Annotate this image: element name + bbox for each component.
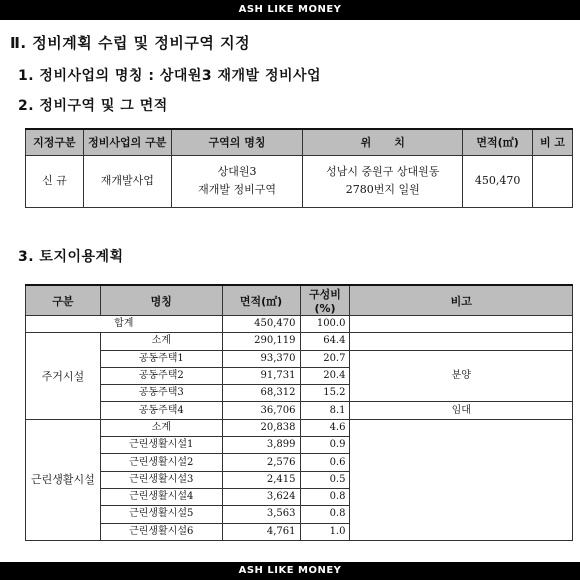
ratio-cell: 64.4	[300, 333, 350, 350]
name-cell: 근린생활시설2	[100, 454, 222, 471]
land-use-table	[25, 284, 573, 541]
category-neighborhood: 근린생활시설	[26, 419, 101, 540]
column-header: 위 치	[303, 129, 463, 155]
note-cell	[350, 333, 573, 350]
name-cell: 근린생활시설6	[100, 523, 222, 540]
note-cell	[350, 419, 573, 540]
location-line: 2780번지 일원	[345, 183, 420, 196]
ratio-cell: 20.7	[300, 350, 350, 367]
name-cell: 공동주택2	[100, 367, 222, 384]
area-cell: 20,838	[222, 419, 300, 436]
location-line: 성남시 중원구 상대원동	[326, 165, 440, 179]
total-ratio: 100.0	[300, 316, 350, 333]
ratio-cell: 4.6	[300, 419, 350, 436]
area-cell: 3,624	[222, 488, 300, 505]
designation-cell: 신 규	[26, 155, 84, 207]
note-cell	[533, 155, 573, 207]
zone-name-cell	[171, 155, 303, 207]
column-header: 정비사업의 구분	[83, 129, 171, 155]
zone-name-line: 재개발 정비구역	[198, 183, 276, 196]
column-header: 지정구분	[26, 129, 84, 155]
zone-name-line: 상대원3	[217, 165, 257, 179]
ratio-cell: 0.8	[300, 506, 350, 523]
area-cell: 290,119	[222, 333, 300, 350]
area-cell: 36,706	[222, 402, 300, 419]
category-housing: 주거시설	[26, 333, 101, 419]
zone-area-table	[25, 128, 573, 208]
ratio-cell: 15.2	[300, 385, 350, 402]
table-row	[26, 350, 573, 367]
name-cell: 공동주택1	[100, 350, 222, 367]
note-rent-cell: 임대	[350, 402, 573, 419]
section3-title: 3. 토지이용계획	[18, 249, 124, 265]
column-header: 구역의 명칭	[171, 129, 303, 155]
name-cell: 공동주택4	[100, 402, 222, 419]
area-cell: 450,470	[463, 155, 533, 207]
chapter-heading: Ⅱ. 정비계획 수립 및 정비구역 지정	[10, 34, 251, 52]
table-row	[26, 402, 573, 419]
area-cell: 93,370	[222, 350, 300, 367]
table-row	[26, 333, 573, 350]
note-sale-cell: 분양	[350, 350, 573, 402]
area-cell: 68,312	[222, 385, 300, 402]
name-cell: 근린생활시설4	[100, 488, 222, 505]
column-header: 면적(㎡)	[222, 285, 300, 316]
name-cell: 근린생활시설1	[100, 437, 222, 454]
location-cell	[303, 155, 463, 207]
name-cell: 근린생활시설3	[100, 471, 222, 488]
column-header: 구성비(%)	[300, 285, 350, 316]
name-cell: 소계	[100, 333, 222, 350]
ratio-cell: 0.9	[300, 437, 350, 454]
table-header-row	[26, 129, 573, 155]
column-header: 구분	[26, 285, 101, 316]
column-header: 면적(㎡)	[463, 129, 533, 155]
ratio-cell: 8.1	[300, 402, 350, 419]
table-row	[26, 155, 573, 207]
column-header: 비고	[350, 285, 573, 316]
ratio-cell: 0.5	[300, 471, 350, 488]
ratio-cell: 0.6	[300, 454, 350, 471]
area-cell: 91,731	[222, 367, 300, 384]
total-note	[350, 316, 573, 333]
area-cell: 4,761	[222, 523, 300, 540]
name-cell: 소계	[100, 419, 222, 436]
top-banner: ASH LIKE MONEY	[0, 0, 580, 20]
section1-title: 1. 정비사업의 명칭 : 상대원3 재개발 정비사업	[18, 68, 322, 84]
section2-title: 2. 정비구역 및 그 면적	[18, 98, 168, 114]
table-header-row	[26, 285, 573, 316]
total-label: 합계	[26, 316, 223, 333]
area-cell: 3,563	[222, 506, 300, 523]
ratio-cell: 20.4	[300, 367, 350, 384]
total-area: 450,470	[222, 316, 300, 333]
name-cell: 공동주택3	[100, 385, 222, 402]
bottom-banner: ASH LIKE MONEY	[0, 562, 580, 580]
total-row	[26, 316, 573, 333]
table-row	[26, 419, 573, 436]
name-cell: 근린생활시설5	[100, 506, 222, 523]
area-cell: 3,899	[222, 437, 300, 454]
area-cell: 2,576	[222, 454, 300, 471]
ratio-cell: 0.8	[300, 488, 350, 505]
column-header: 명칭	[100, 285, 222, 316]
ratio-cell: 1.0	[300, 523, 350, 540]
project-type-cell: 재개발사업	[83, 155, 171, 207]
area-cell: 2,415	[222, 471, 300, 488]
column-header: 비 고	[533, 129, 573, 155]
